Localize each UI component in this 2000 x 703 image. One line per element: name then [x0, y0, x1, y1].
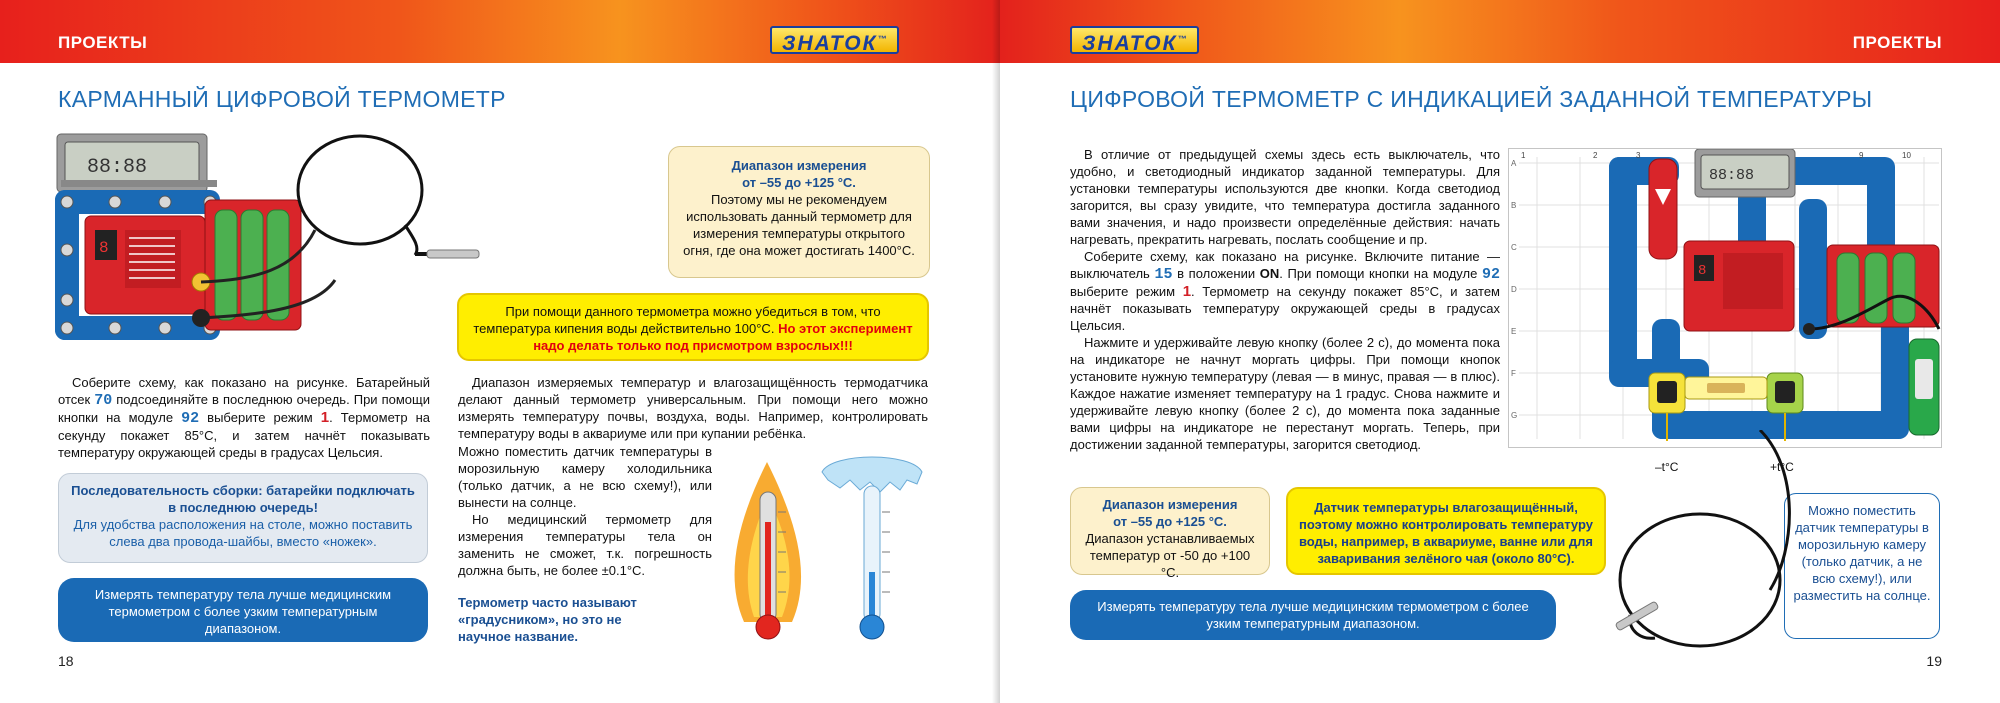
header-bar-left: [0, 0, 1000, 63]
brand-logo: ЗНАТОК™: [1070, 26, 1199, 54]
board-row-f: F: [1511, 369, 1516, 378]
board-col-9: 9: [1859, 151, 1864, 160]
board-row-g: G: [1511, 411, 1518, 420]
header-bar-right: [1000, 0, 2000, 63]
board-col-10: 10: [1902, 151, 1911, 160]
sensor-cable-illustration: [1600, 430, 1800, 660]
board-row-e: E: [1511, 327, 1517, 336]
waterproof-sensor-box: Датчик температуры влагозащищённый, поэтому можно контролировать температуру воды, например, в аквариуме, ванне или для заваривания зелёного чая (около 80°С).: [1286, 487, 1606, 575]
body-text-top: Диапазон измеряемых температур и влагозащищённость термодатчика делают данный термометр универсальным. При помощи него можно измерять температуру почвы, воздуха, воды. Например, контролировать температуру воды в аквариуме или при купании ребёнка.: [458, 375, 928, 441]
board-col-2: 2: [1593, 151, 1598, 160]
intro-paragraph: Соберите схему, как показано на рисунке. Батарейный отсек 70 подсоединяйте в последнюю очередь. При помощи кнопки на модуле 92 выберите режим 1. Термометр на секунду покажет 85°C, и затем начнёт показывать температуру окружающей среды в градусах Цельсия.: [58, 375, 431, 460]
section-label: ПРОЕКТЫ: [58, 33, 148, 52]
plus-button-label: +t°C: [1770, 460, 1794, 474]
board-row-d: D: [1511, 285, 1517, 294]
instructions-text: В отличие от предыдущей схемы здесь есть выключатель, что удобно, и светодиодный индикатор заданной температуры. Для установки температуры используются две кнопки. Когда светодиод загорится, вы сразу увидите, что температура достигла заданного вами значения, и надо произвести определённые действия: начать нагревать, прекратить нагревать, послать сообщение и пр. Соберите схему, как показано на рисунке. Включите питание — выключатель 15 в положении ON. При помощи кнопки на модуле 92 выберите режим 1. Термометр на секунду покажет 85°C, и затем начнёт показывать температуру окружающей среды в градусах Цельсия. Нажмите и удерживайте левую кнопку (более 2 с), до момента пока на индикаторе не начнут моргать цифры. При помощи кнопок установите нужную температуру (левая — в минус, правая — в плюс). Каждое нажатие изменяет температуру на 1 градус. Снова нажмите и удерживайте левую кнопку (более 2 с), до момента пока заданные вами цифры на индикаторе не перестанут моргать. Теперь, при достижении заданной температуры, загорится светодиод.: [1070, 147, 1500, 452]
svg-text:8: 8: [99, 239, 109, 257]
board-row-a: A: [1511, 159, 1517, 168]
range-info-box: Диапазон измерения от –55 до +125 °С. Диапазон устанавливаемых температур от -50 до +100 °С.: [1070, 487, 1270, 575]
range-info-box: Диапазон измерения от –55 до +125 °С. Поэтому мы не рекомендуем использовать данный термометр для измерения температуры открытого огня, где она может достигать 1400°С.: [668, 146, 930, 278]
medical-thermometer-box: Измерять температуру тела лучше медицинским термометром с более узким температурным диапазоном.: [58, 578, 428, 642]
medical-thermometer-box: Измерять температуру тела лучше медицинским термометром с более узким температурным диапазоном.: [1070, 590, 1556, 640]
thermometers-illustration: [722, 452, 932, 652]
section-label: ПРОЕКТЫ: [1852, 33, 1942, 52]
body-text-left: Можно поместить датчик температуры в морозильную камеру холодильника (только датчик, а не всю схему!), или вынести на солнце. Но медицинский термометр для измерения температуры тела он заменить не сможет, т.к. погрешность должна быть, не более ±0.1°С.: [458, 444, 712, 578]
svg-text:88:88: 88:88: [87, 156, 148, 179]
page-number-left: 18: [58, 653, 74, 669]
board-column-labels: 1: [1521, 151, 1526, 160]
board-row-b: B: [1511, 201, 1517, 210]
minus-button-label: –t°C: [1655, 460, 1679, 474]
page-title: ЦИФРОВОЙ ТЕРМОМЕТР С ИНДИКАЦИЕЙ ЗАДАННОЙ ТЕМПЕРАТУРЫ: [1070, 86, 1873, 112]
page-number-right: 19: [1926, 653, 1942, 669]
freezer-note-box: Можно поместить датчик температуры в морозильную камеру (только датчик, а не всю схему!), или разместить на солнце.: [1784, 493, 1940, 639]
page-title: КАРМАННЫЙ ЦИФРОВОЙ ТЕРМОМЕТР: [58, 86, 506, 112]
svg-text:88:88: 88:88: [1709, 167, 1755, 184]
board-row-c: C: [1511, 243, 1517, 252]
breadboard-illustration: [1508, 148, 1942, 448]
brand-logo: ЗНАТОК™: [770, 26, 899, 54]
right-page: [1000, 0, 2000, 703]
assembly-sequence-box: Последовательность сборки: батарейки подключать в последнюю очередь! Для удобства расположения на столе, можно поставить слева два провода-шайбы, вместо «ножек».: [58, 473, 428, 563]
board-col-3: 3: [1636, 151, 1641, 160]
boiling-warning-box: При помощи данного термометра можно убедиться в том, что температура кипения воды действительно 100°С. Но этот эксперимент надо делать только под присмотром взрослых!!!: [457, 293, 929, 361]
graduznik-note: Термометр часто называют «градусником», но это не научное название.: [458, 595, 637, 644]
svg-text:8: 8: [1698, 263, 1707, 279]
